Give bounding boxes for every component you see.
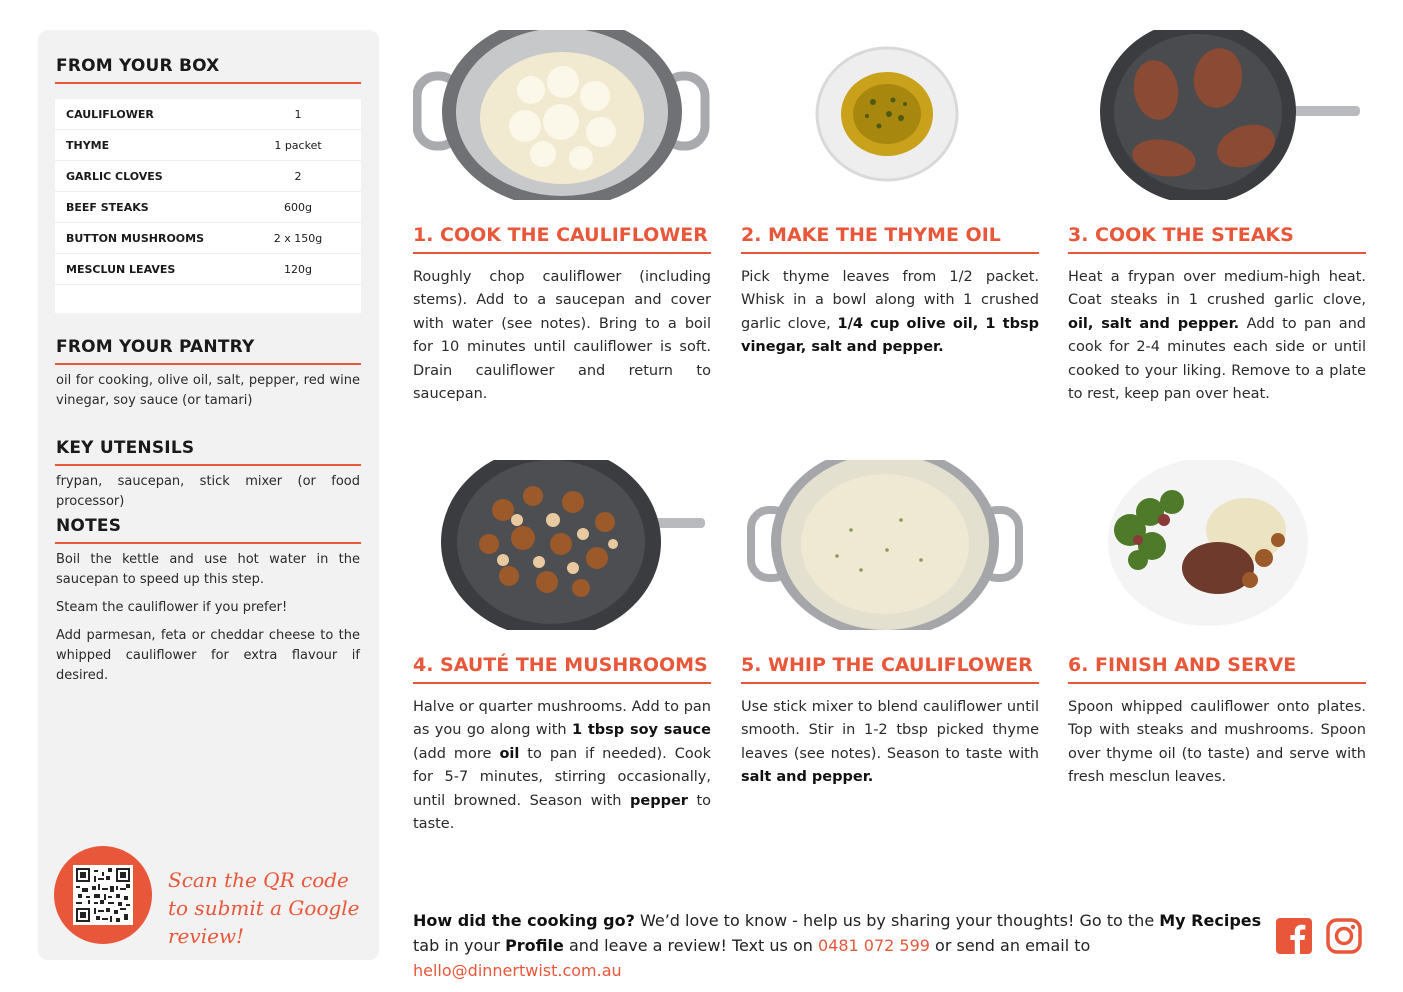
step-4-text bbox=[413, 696, 711, 836]
emphasis-text: My Recipes bbox=[1159, 911, 1262, 930]
pantry-title: FROM YOUR PANTRY bbox=[56, 337, 255, 357]
step-3-text bbox=[1068, 266, 1366, 406]
text-run: Pick thyme leaves from 1/2 packet. Whisk in a bowl along with 1 crushed garlic clove, bbox=[741, 269, 1039, 332]
ingredient-row bbox=[55, 161, 361, 192]
text-run: and leave a review! Text us on bbox=[563, 936, 818, 955]
ingredient-name: THYME bbox=[66, 138, 110, 152]
pantry-text: oil for cooking, olive oil, salt, pepper, red wine vinegar, soy sauce (or tamari) bbox=[56, 373, 360, 408]
utensils-text: frypan, saucepan, stick mixer (or food processor) bbox=[56, 474, 360, 509]
emphasis-text: 1/4 cup olive oil, 1 tbsp vinegar, salt and pepper. bbox=[741, 315, 1039, 356]
text-run: (add more bbox=[413, 745, 500, 762]
thyme-oil-bowl-image bbox=[741, 30, 1039, 200]
step-2-rule bbox=[741, 252, 1039, 254]
ingredient-qty: 2 bbox=[294, 169, 302, 183]
cauliflower-pot-image bbox=[413, 30, 711, 200]
qr-code[interactable] bbox=[73, 865, 133, 925]
ingredient-name: CAULIFLOWER bbox=[66, 107, 154, 121]
step-1-text bbox=[413, 266, 711, 406]
step-2-text bbox=[741, 266, 1039, 360]
note-3: Add parmesan, feta or cheddar cheese to the whipped cauliflower for extra flavour if desired. bbox=[56, 628, 360, 683]
ingredient-row bbox=[55, 130, 361, 161]
emphasis-text: salt and pepper. bbox=[741, 769, 874, 786]
ingredient-row bbox=[55, 254, 361, 285]
step-5-title: 5. WHIP THE CAULIFLOWER bbox=[741, 654, 1033, 676]
step-6-title: 6. FINISH AND SERVE bbox=[1068, 654, 1297, 676]
ingredient-qty: 1 bbox=[294, 107, 302, 121]
instagram-icon[interactable] bbox=[1326, 918, 1362, 954]
step-5-rule bbox=[741, 682, 1039, 684]
ingredient-qty: 120g bbox=[284, 262, 312, 276]
whipped-cauliflower-pot-image bbox=[741, 460, 1039, 630]
footer-feedback-text bbox=[413, 908, 1263, 983]
text-run: Use stick mixer to blend cauliflower until smooth. Stir in 1-2 tbsp picked thyme leaves (see notes). Season to taste with bbox=[741, 699, 1039, 762]
step-5-text bbox=[741, 696, 1039, 790]
utensils-rule bbox=[55, 464, 361, 466]
plated-dish-image bbox=[1068, 460, 1366, 630]
facebook-icon[interactable] bbox=[1276, 918, 1312, 954]
step-1-title: 1. COOK THE CAULIFLOWER bbox=[413, 224, 708, 246]
from-box-title: FROM YOUR BOX bbox=[56, 56, 220, 76]
emphasis-text: oil, salt and pepper. bbox=[1068, 315, 1240, 332]
ingredient-name: BEEF STEAKS bbox=[66, 200, 149, 214]
text-run: We’d love to know - help us by sharing your thoughts! Go to the bbox=[634, 911, 1160, 930]
emphasis-text: pepper bbox=[629, 792, 688, 809]
ingredient-qty: 600g bbox=[284, 200, 312, 214]
pantry-rule bbox=[55, 363, 361, 365]
text-run: or send an email to bbox=[929, 936, 1091, 955]
ingredients-table bbox=[55, 99, 361, 313]
ingredient-name: MESCLUN LEAVES bbox=[66, 262, 176, 276]
text-run: Add to pan and cook for 2-4 minutes each side or until cooked to your liking. Remove to a plate to rest, keep pan over heat. bbox=[1068, 315, 1367, 403]
text-run: tab in your bbox=[413, 936, 506, 955]
utensils-title: KEY UTENSILS bbox=[56, 438, 195, 458]
step-1-rule bbox=[413, 252, 711, 254]
text-run: Heat a frypan over medium-high heat. Coat steaks in 1 crushed garlic clove, bbox=[1068, 269, 1366, 309]
ingredient-name: BUTTON MUSHROOMS bbox=[66, 231, 205, 245]
ingredient-row bbox=[55, 192, 361, 223]
emphasis-text: How did the cooking go? bbox=[413, 911, 635, 930]
notes-title: NOTES bbox=[56, 516, 122, 536]
step-4-title: 4. SAUTÉ THE MUSHROOMS bbox=[413, 654, 708, 676]
mushrooms-frypan-image bbox=[413, 460, 711, 630]
notes-rule bbox=[55, 542, 361, 544]
text-run: Spoon whipped cauliflower onto plates. Top with steaks and mushrooms. Spoon over thyme oil (to taste) and serve with fresh mesclun leaves. bbox=[1068, 699, 1366, 786]
emphasis-text: Profile bbox=[505, 936, 564, 955]
note-2: Steam the cauliflower if you prefer! bbox=[56, 600, 288, 615]
steaks-frypan-image bbox=[1068, 30, 1366, 200]
ingredient-row bbox=[55, 223, 361, 254]
step-4-rule bbox=[413, 682, 711, 684]
step-6-text bbox=[1068, 696, 1366, 790]
step-3-title: 3. COOK THE STEAKS bbox=[1068, 224, 1294, 246]
text-run: to taste. bbox=[413, 792, 712, 833]
qr-badge[interactable] bbox=[54, 846, 152, 944]
emphasis-text: oil bbox=[499, 745, 520, 762]
qr-code-graphic bbox=[76, 868, 130, 922]
contact-link[interactable]: hello@dinnertwist.com.au bbox=[413, 961, 622, 980]
step-6-rule bbox=[1068, 682, 1366, 684]
text-run: to pan if needed). Cook for 5-7 minutes, stirring occasionally, until browned. Season with bbox=[413, 745, 712, 809]
sidebar bbox=[38, 30, 379, 960]
step-2-title: 2. MAKE THE THYME OIL bbox=[741, 224, 1001, 246]
text-run: Halve or quarter mushrooms. Add to pan as you go along with bbox=[413, 699, 711, 739]
ingredient-qty: 2 x 150g bbox=[273, 231, 323, 245]
qr-caption: Scan the QR code to submit a Google review! bbox=[168, 868, 360, 948]
ingredient-name: GARLIC CLOVES bbox=[66, 169, 163, 183]
note-1: Boil the kettle and use hot water in the saucepan to speed up this step. bbox=[56, 552, 360, 587]
emphasis-text: 1 tbsp soy sauce bbox=[571, 722, 711, 739]
text-run: Roughly chop cauliflower (including stems). Add to a saucepan and cover with water (see notes). Bring to a boil for 10 minutes until cauliflower is soft. Drain cauliflower and return to saucepan. bbox=[413, 269, 711, 403]
step-3-rule bbox=[1068, 252, 1366, 254]
ingredient-row bbox=[55, 99, 361, 130]
contact-link[interactable]: 0481 072 599 bbox=[817, 936, 930, 955]
from-box-rule bbox=[55, 82, 361, 84]
ingredient-qty: 1 packet bbox=[274, 138, 322, 152]
